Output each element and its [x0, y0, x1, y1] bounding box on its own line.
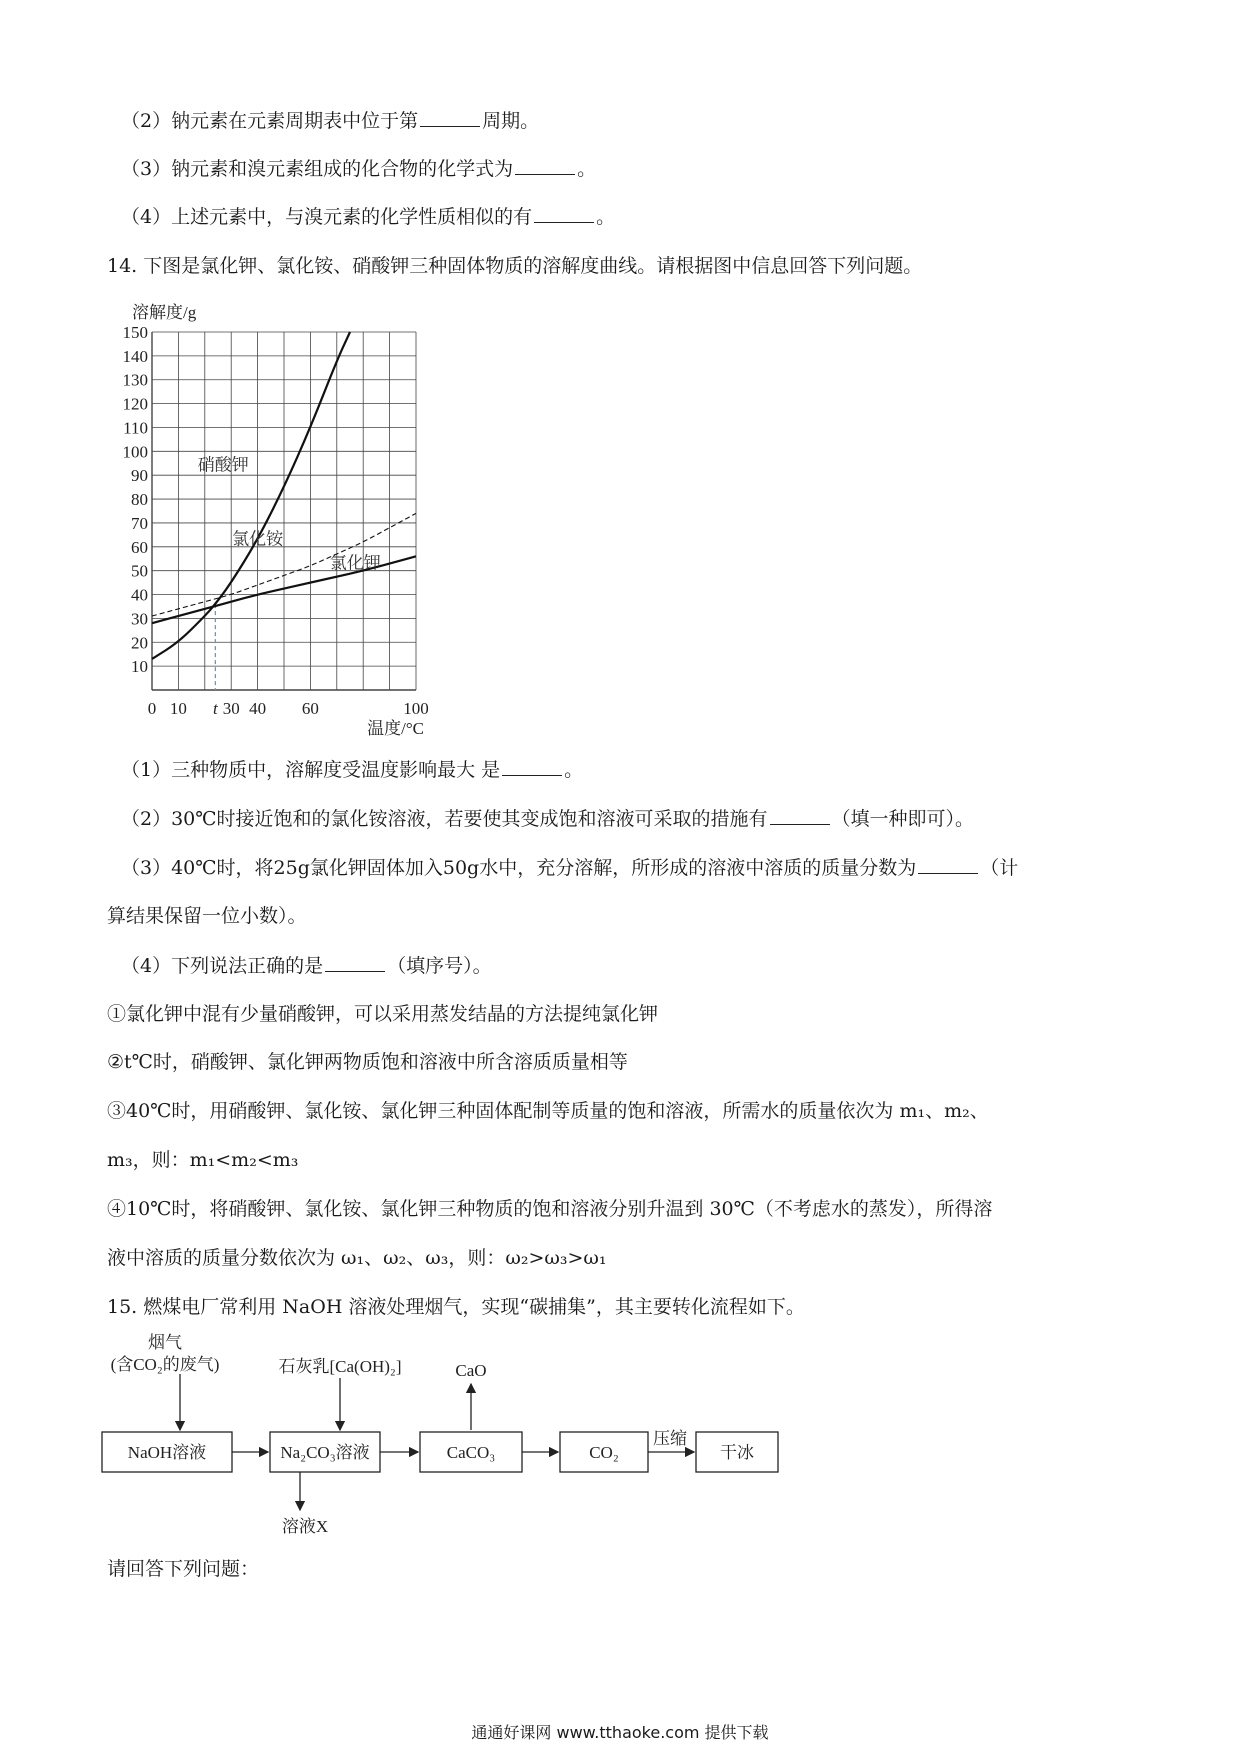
q15-intro: 15. 燃煤电厂常利用 NaOH 溶液处理烟气，实现“碳捕集”，其主要转化流程如下。 — [107, 1296, 805, 1318]
y-tick-label: 20 — [131, 633, 148, 653]
answer-blank[interactable] — [918, 855, 978, 874]
y-tick-label: 100 — [122, 442, 148, 462]
q13-part2 — [121, 108, 539, 133]
compress-label: 压缩 — [653, 1429, 687, 1448]
q14-part1-text: （1）三种物质中，溶解度受温度影响最大 是 — [121, 759, 501, 781]
q14-part3 — [121, 855, 1018, 880]
series-label: 硝酸钾 — [197, 455, 249, 476]
option-3-cont: m₃，则：m₁<m₂<m₃ — [107, 1149, 299, 1171]
y-tick-label: 90 — [131, 466, 148, 486]
y-tick-label: 40 — [131, 585, 148, 605]
smoke-desc: (含CO₂的废气) — [110, 1355, 220, 1374]
q14-part3-end: （计 — [980, 857, 1019, 879]
q13-part4-text: （4）上述元素中，与溴元素的化学性质相似的有 — [121, 206, 533, 228]
y-axis-title: 溶解度/g — [132, 303, 197, 322]
lime-label: 石灰乳[Ca(OH)₂] — [278, 1357, 402, 1376]
y-tick-label: 110 — [123, 418, 148, 438]
answer-blank[interactable] — [502, 757, 562, 776]
x-tick-label: t — [212, 699, 218, 718]
y-tick-label: 140 — [122, 346, 148, 366]
y-tick-label: 30 — [131, 609, 148, 629]
q14-intro: 14. 下图是氯化钾、氯化铵、硝酸钾三种固体物质的溶解度曲线。请根据图中信息回答下列问题。 — [107, 255, 923, 277]
footer: 通通好课网 www.tthaoke.com 提供下载 — [471, 1723, 769, 1742]
box-co2-label: CO₂ — [589, 1443, 619, 1462]
option-4-cont: 液中溶质的质量分数依次为 ω₁、ω₂、ω₃，则：ω₂>ω₃>ω₁ — [107, 1247, 607, 1269]
y-tick-label: 120 — [122, 394, 148, 414]
q13-part4-end: 。 — [596, 206, 616, 228]
x-tick-label: 30 — [222, 699, 240, 718]
q14-part2-end: （填一种即可）。 — [831, 808, 975, 830]
box-dry-ice-label: 干冰 — [720, 1443, 754, 1462]
q13-part2-end: 周期。 — [482, 110, 540, 132]
box-na2co3-label: Na₂CO₃溶液 — [280, 1443, 370, 1462]
series-label: 氯化铵 — [232, 529, 284, 550]
x-tick-label: 60 — [301, 699, 319, 718]
y-tick-label: 70 — [131, 513, 148, 533]
q14-part3-cont: 算结果保留一位小数）。 — [107, 905, 307, 927]
q14-part4 — [121, 953, 492, 978]
box-caco3-label: CaCO₃ — [446, 1443, 496, 1462]
option-4: ④10℃时，将硝酸钾、氯化铵、氯化钾三种物质的饱和溶液分别升温到 30℃（不考虑水的蒸发），所得溶 — [107, 1198, 993, 1220]
q13-part3-text: （3）钠元素和溴元素组成的化合物的化学式为 — [121, 158, 514, 180]
process-flow-diagram — [100, 1330, 800, 1540]
x-tick-label: 0 — [147, 699, 157, 718]
answer-blank[interactable] — [770, 806, 830, 825]
q14-part3-text: （3）40℃时，将25g氯化钾固体加入50g水中，充分溶解，所形成的溶液中溶质的质量分数为 — [121, 857, 917, 879]
series-line-硝酸钾 — [152, 332, 350, 659]
q14-part4-text: （4）下列说法正确的是 — [121, 955, 324, 977]
solution-x-label: 溶液X — [281, 1517, 329, 1536]
answer-blank[interactable] — [325, 953, 385, 972]
y-tick-label: 50 — [131, 561, 148, 581]
box-naoh-label: NaOH溶液 — [127, 1443, 207, 1462]
q13-part2-text: （2）钠元素在元素周期表中位于第 — [121, 110, 419, 132]
q14-part1 — [121, 757, 583, 782]
x-axis-title: 温度/°C — [367, 719, 424, 737]
answer-blank[interactable] — [534, 204, 594, 223]
answer-blank[interactable] — [515, 156, 575, 175]
solubility-chart — [100, 292, 480, 737]
x-tick-label: 100 — [403, 699, 429, 718]
q14-part4-end: （填序号）。 — [387, 955, 492, 977]
y-tick-label: 60 — [131, 537, 148, 557]
series-label: 氯化钾 — [329, 553, 381, 574]
y-tick-label: 80 — [131, 490, 148, 510]
q15-ask: 请回答下列问题： — [107, 1558, 260, 1580]
q14-part2-text: （2）30℃时接近饱和的氯化铵溶液，若要使其变成饱和溶液可采取的措施有 — [121, 808, 768, 830]
q14-part2 — [121, 806, 974, 831]
y-tick-label: 130 — [122, 370, 148, 390]
x-tick-label: 10 — [169, 699, 187, 718]
q13-part3 — [121, 156, 596, 181]
answer-blank[interactable] — [420, 108, 480, 127]
x-tick-label: 40 — [249, 699, 267, 718]
option-3: ③40℃时，用硝酸钾、氯化铵、氯化钾三种固体配制等质量的饱和溶液，所需水的质量依次为 m₁、m₂、 — [107, 1100, 989, 1122]
q13-part3-end: 。 — [577, 158, 597, 180]
q14-part1-end: 。 — [564, 759, 584, 781]
option-1: ①氯化钾中混有少量硝酸钾，可以采用蒸发结晶的方法提纯氯化钾 — [107, 1003, 659, 1025]
smoke-label: 烟气 — [148, 1333, 182, 1352]
q13-part4 — [121, 204, 615, 229]
y-tick-label: 10 — [131, 657, 148, 677]
option-2: ②t℃时，硝酸钾、氯化钾两物质饱和溶液中所含溶质质量相等 — [107, 1051, 628, 1073]
y-tick-label: 150 — [122, 323, 148, 342]
cao-label: CaO — [455, 1361, 487, 1380]
